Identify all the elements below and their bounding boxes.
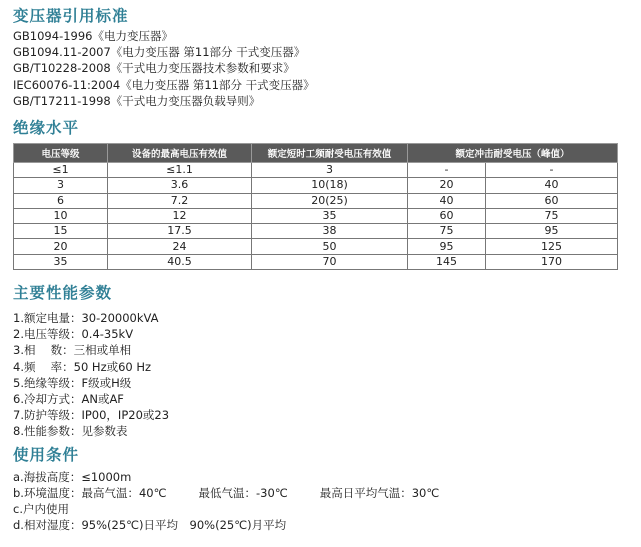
table-cell: 20(25) — [252, 193, 408, 208]
table-cell: 17.5 — [108, 224, 252, 239]
col-power-frequency: 额定短时工频耐受电压有效值 — [252, 143, 408, 162]
table-cell: - — [486, 162, 618, 177]
param-item: 7.防护等级：IP00，IP20或23 — [13, 408, 170, 423]
table-cell: 15 — [14, 224, 108, 239]
table-cell: 10(18) — [252, 178, 408, 193]
env-label: b.环境温度： — [13, 485, 82, 500]
spec-sheet — [13, 6, 629, 533]
insulation-table — [13, 143, 618, 270]
param-item: 2.电压等级：0.4-35kV — [13, 327, 134, 342]
env-avg: 最高日平均气温：30℃ — [319, 485, 440, 500]
table-row — [14, 239, 618, 254]
table-cell: 75 — [408, 224, 486, 239]
table-cell: 7.2 — [108, 193, 252, 208]
standards-heading: 变压器引用标准 — [13, 7, 129, 25]
condition-altitude: a.海拔高度：≤1000m — [13, 469, 132, 484]
table-cell: 40 — [486, 178, 618, 193]
table-cell: 20 — [408, 178, 486, 193]
standards-list — [13, 28, 629, 109]
table-cell: 75 — [486, 208, 618, 223]
table-cell: 95 — [486, 224, 618, 239]
table-cell: 35 — [14, 254, 108, 269]
table-cell: 60 — [408, 208, 486, 223]
env-min: 最低气温：-30℃ — [198, 485, 288, 500]
standard-item: GB/T10228-2008《干式电力变压器技术参数和要求》 — [13, 61, 295, 76]
param-item: 5.绝缘等级：F级或H级 — [13, 375, 132, 390]
param-item: 3.相 数：三相或单相 — [13, 343, 132, 358]
table-row — [14, 254, 618, 269]
standard-item: GB1094.11-2007《电力变压器 第11部分 干式变压器》 — [13, 45, 306, 60]
table-cell: 20 — [14, 239, 108, 254]
table-cell: 10 — [14, 208, 108, 223]
table-row — [14, 224, 618, 239]
table-cell: ≤1 — [14, 162, 108, 177]
table-cell: 35 — [252, 208, 408, 223]
param-item: 4.频 率：50 Hz或60 Hz — [13, 359, 152, 374]
param-item: 6.冷却方式：AN或AF — [13, 391, 124, 406]
col-impulse: 额定冲击耐受电压（峰值） — [408, 143, 618, 162]
standard-item: IEC60076-11:2004《电力变压器 第11部分 干式变压器》 — [13, 77, 315, 92]
table-cell: 40 — [408, 193, 486, 208]
table-cell: 60 — [486, 193, 618, 208]
table-row — [14, 178, 618, 193]
standard-item: GB1094-1996《电力变压器》 — [13, 29, 173, 43]
table-cell: 145 — [408, 254, 486, 269]
table-cell: 6 — [14, 193, 108, 208]
col-voltage-class: 电压等级 — [14, 143, 108, 162]
table-cell: 12 — [108, 208, 252, 223]
table-cell: 24 — [108, 239, 252, 254]
table-row — [14, 193, 618, 208]
table-cell: 3 — [252, 162, 408, 177]
table-cell: 38 — [252, 224, 408, 239]
table-cell: ≤1.1 — [108, 162, 252, 177]
table-cell: 40.5 — [108, 254, 252, 269]
condition-humidity: d.相对湿度：95%(25℃)日平均 90%(25℃)月平均 — [13, 518, 287, 533]
performance-list — [13, 310, 629, 440]
table-cell: 125 — [486, 239, 618, 254]
table-header-row — [14, 143, 618, 162]
param-item: 8.性能参数：见参数表 — [13, 424, 128, 439]
conditions-heading: 使用条件 — [13, 445, 80, 464]
col-max-voltage: 设备的最高电压有效值 — [108, 143, 252, 162]
param-item: 1.额定电量：30-20000kVA — [13, 311, 159, 326]
conditions-list — [13, 469, 629, 534]
table-cell: 3.6 — [108, 178, 252, 193]
table-cell: 170 — [486, 254, 618, 269]
table-cell: 50 — [252, 239, 408, 254]
table-cell: 3 — [14, 178, 108, 193]
table-row — [14, 162, 618, 177]
insulation-heading: 绝缘水平 — [13, 118, 80, 137]
performance-heading: 主要性能参数 — [13, 284, 113, 303]
condition-temperature — [13, 485, 629, 501]
standard-item: GB/T17211-1998《干式电力变压器负载导则》 — [13, 93, 261, 108]
condition-indoor: c.户内使用 — [13, 501, 69, 516]
table-cell: 95 — [408, 239, 486, 254]
env-max: 最高气温：40℃ — [81, 485, 167, 500]
table-row — [14, 208, 618, 223]
table-cell: - — [408, 162, 486, 177]
table-cell: 70 — [252, 254, 408, 269]
